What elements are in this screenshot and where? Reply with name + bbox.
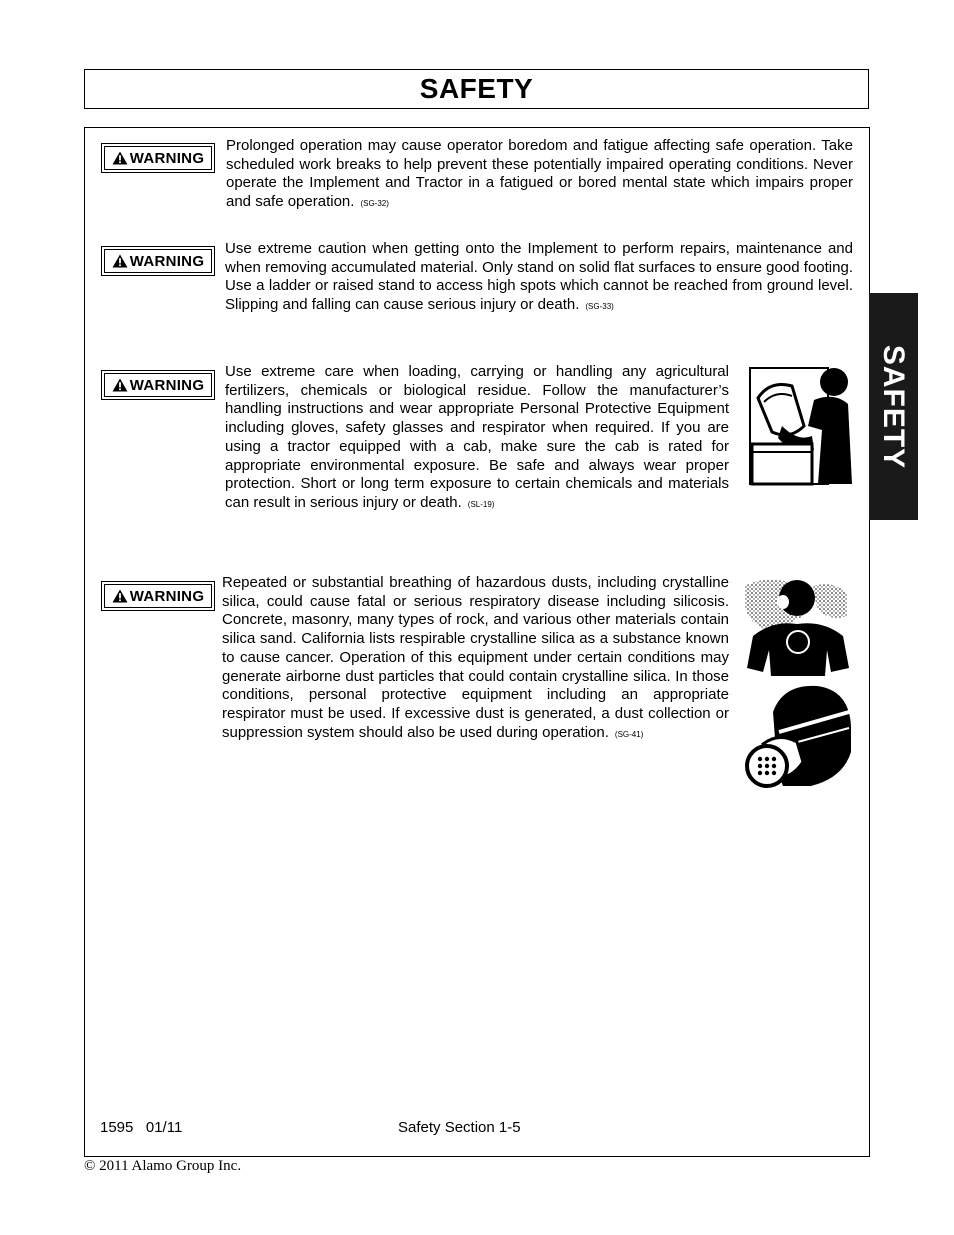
dust-inhalation-illustration xyxy=(743,576,853,676)
warning-triangle-icon xyxy=(112,151,128,165)
warning-badge xyxy=(101,246,215,276)
warning-triangle-icon xyxy=(112,254,128,268)
page-title: SAFETY xyxy=(419,73,534,104)
document-number: 1595 01/11 xyxy=(100,1119,183,1136)
warning-badge xyxy=(101,370,215,400)
copyright-notice: © 2011 Alamo Group Inc. xyxy=(84,1158,242,1174)
warning-triangle-icon xyxy=(112,378,128,392)
warning-text: Use extreme care when loading, carrying or handling any agricultural fertilizers, chemicals or biological residue. Follow the manufacturer’s handling instructions and wear appropriate Personal Protective Equipment including gloves, safety glasses and respirator when required. If you are using a tractor equipped with a cab, make sure the cab is rated for appropriate environmental exposure. Be safe and always wear proper protection. Short or long term exposure to certain chemicals and materials can result in serious injury or death. (SL-19) xyxy=(225,363,729,511)
warning-code: (SG-33) xyxy=(585,302,614,312)
page-section-label: Safety Section 1-5 xyxy=(398,1119,521,1136)
warning-text: Use extreme caution when getting onto the Implement to perform repairs, maintenance and when removing accumulated material. Only stand on solid flat surfaces to ensure good footing. Use a ladder or raised stand to access high spots which cannot be reached from ground level. Slipping and falling can cause serious injury or death. (SG-33) xyxy=(225,240,853,314)
warning-code: (SG-32) xyxy=(360,199,389,209)
warning-badge-label: WARNING xyxy=(129,252,205,270)
warning-code: (SG-41) xyxy=(614,729,644,739)
warning-badge xyxy=(101,143,215,173)
warning-triangle-icon xyxy=(112,589,128,603)
page-header xyxy=(84,69,869,109)
warning-badge-label: WARNING xyxy=(129,587,205,605)
warning-badge-label: WARNING xyxy=(129,376,205,394)
warning-text: Prolonged operation may cause operator boredom and fatigue affecting safe operation. Take scheduled work breaks to help prevent these potentially impaired operating conditions. Never operate the Implement and Tractor in a fatigued or bored mental state which impairs proper and safe operation. (SG-32) xyxy=(226,137,853,211)
warning-code: (SL-19) xyxy=(467,499,495,509)
respirator-illustration xyxy=(743,682,853,790)
warning-badge xyxy=(101,581,215,611)
chemical-handling-illustration xyxy=(748,366,854,488)
warning-badge-label: WARNING xyxy=(129,149,205,167)
section-side-tab xyxy=(869,293,918,520)
side-tab-label: SAFETY xyxy=(877,344,911,469)
warning-text: Repeated or substantial breathing of hazardous dusts, including crystalline silica, could cause fatal or serious respiratory disease including silicosis. Concrete, masonry, many types of rock, and various other materials contain silica sand. California lists respirable crystalline silica as a substance known to cause cancer. Operation of this equipment under certain conditions may generate airborne dust particles that could contain crystalline silica. In those conditions, personal protective equipment including an appropriate respirator must be used. If excessive dust is generated, a dust collection or suppression system should also be used during operation. (SG-41) xyxy=(222,574,729,741)
